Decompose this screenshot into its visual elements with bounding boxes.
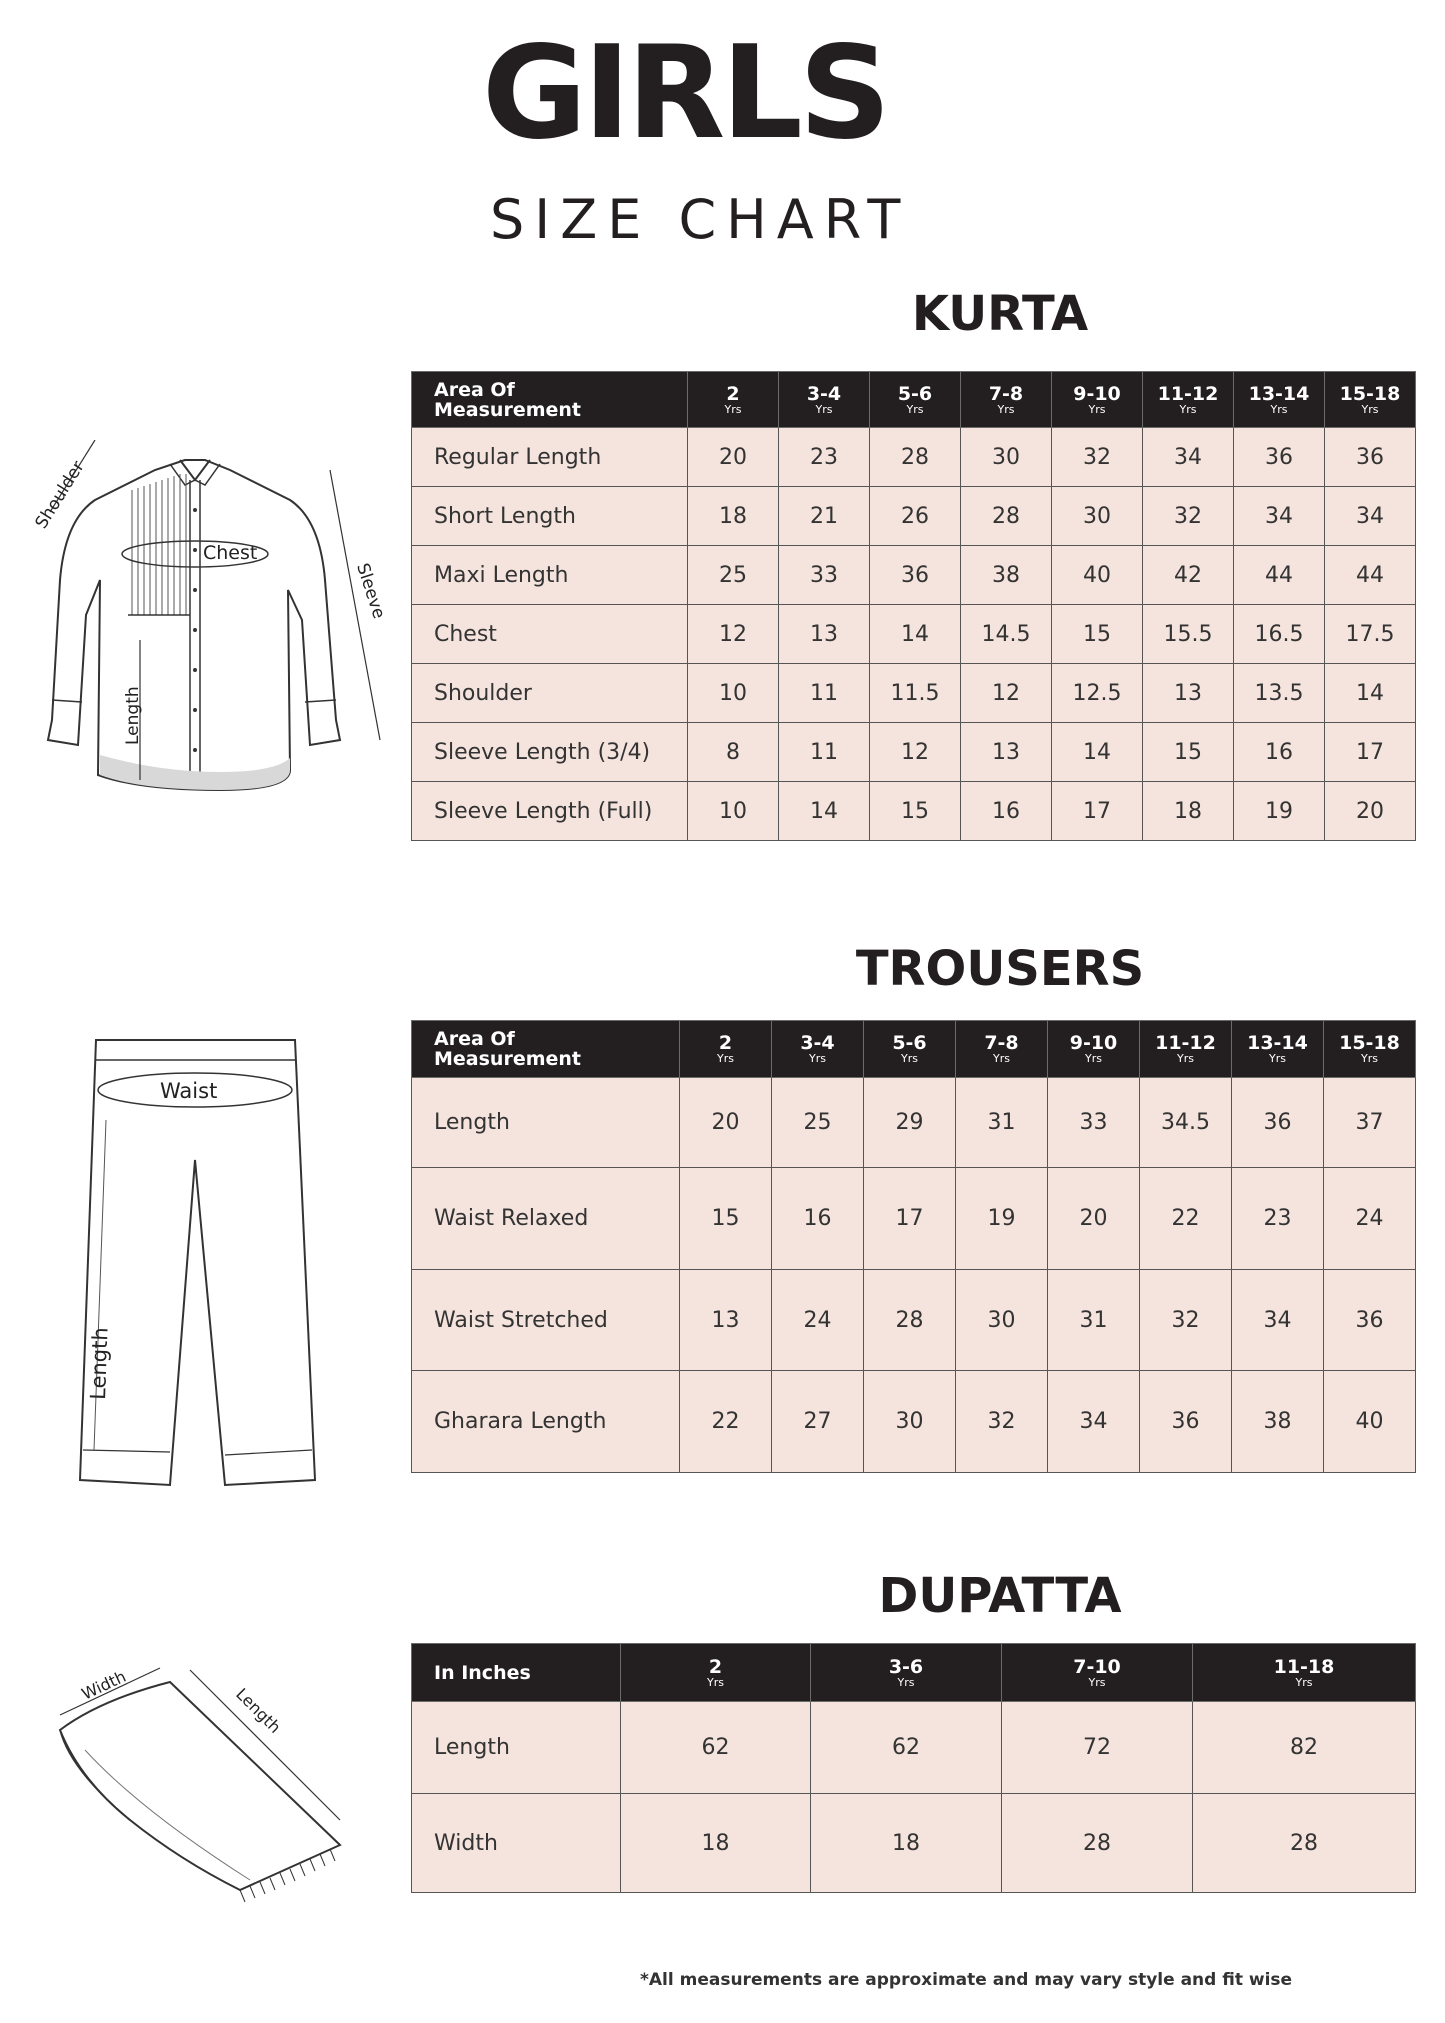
table-cell: 34 <box>1143 428 1234 487</box>
table-cell: 34 <box>1234 487 1325 546</box>
table-cell: 30 <box>864 1371 956 1473</box>
table-cell: 12 <box>688 605 779 664</box>
trousers-illustration <box>60 1030 340 1500</box>
table-cell: 34 <box>1325 487 1416 546</box>
table-cell: 14 <box>870 605 961 664</box>
dupatta-size-header: 11-18 Yrs <box>1193 1644 1416 1702</box>
table-cell: 28 <box>1193 1794 1416 1893</box>
table-cell: 17.5 <box>1325 605 1416 664</box>
table-cell: 33 <box>1048 1078 1140 1168</box>
dupatta-size-header: 2 Yrs <box>621 1644 811 1702</box>
table-cell: 20 <box>1048 1168 1140 1270</box>
table-cell: 36 <box>1234 428 1325 487</box>
table-cell: 28 <box>961 487 1052 546</box>
table-cell: 38 <box>961 546 1052 605</box>
table-cell: 44 <box>1234 546 1325 605</box>
table-cell: 13 <box>1143 664 1234 723</box>
table-cell: 37 <box>1324 1078 1416 1168</box>
table-cell: 32 <box>1052 428 1143 487</box>
table-cell: 36 <box>1325 428 1416 487</box>
row-label: Regular Length <box>412 428 688 487</box>
table-cell: 10 <box>688 664 779 723</box>
table-cell: 72 <box>1002 1702 1193 1794</box>
footnote: *All measurements are approximate and may vary style and fit wise <box>640 1970 1293 1990</box>
table-cell: 32 <box>1143 487 1234 546</box>
table-cell: 14 <box>1325 664 1416 723</box>
trousers-header-row <box>412 1021 1416 1078</box>
table-cell: 36 <box>1232 1078 1324 1168</box>
row-label: Sleeve Length (Full) <box>412 782 688 841</box>
kurta-sleeve-label: Sleeve <box>352 560 389 622</box>
table-row <box>412 487 1416 546</box>
trousers-length-label: Length <box>86 1326 113 1401</box>
table-row <box>412 1794 1416 1893</box>
table-cell: 15 <box>870 782 961 841</box>
kurta-size-header: 13-14 Yrs <box>1234 372 1325 428</box>
table-row <box>412 723 1416 782</box>
trousers-waist-label: Waist <box>160 1079 218 1103</box>
kurta-area-line2: Measurement <box>434 398 581 421</box>
table-cell: 30 <box>1052 487 1143 546</box>
trousers-size-header: 3-4 Yrs <box>772 1021 864 1078</box>
table-row <box>412 1371 1416 1473</box>
table-cell: 12 <box>870 723 961 782</box>
page-title: GIRLS <box>482 19 887 168</box>
table-row <box>412 782 1416 841</box>
page-subtitle: SIZE CHART <box>490 188 911 251</box>
table-cell: 18 <box>1143 782 1234 841</box>
table-row <box>412 1168 1416 1270</box>
kurta-size-header: 11-12 Yrs <box>1143 372 1234 428</box>
row-label: Waist Stretched <box>412 1270 680 1371</box>
kurta-area-header <box>412 372 688 428</box>
kurta-header-row <box>412 372 1416 428</box>
table-cell: 34.5 <box>1140 1078 1232 1168</box>
table-cell: 23 <box>779 428 870 487</box>
table-cell: 32 <box>956 1371 1048 1473</box>
table-cell: 17 <box>1325 723 1416 782</box>
table-cell: 82 <box>1193 1702 1416 1794</box>
row-label: Shoulder <box>412 664 688 723</box>
row-label: Sleeve Length (3/4) <box>412 723 688 782</box>
table-cell: 36 <box>1140 1371 1232 1473</box>
table-cell: 31 <box>956 1078 1048 1168</box>
kurta-size-header: 7-8 Yrs <box>961 372 1052 428</box>
table-cell: 17 <box>864 1168 956 1270</box>
table-cell: 34 <box>1232 1270 1324 1371</box>
table-cell: 62 <box>811 1702 1002 1794</box>
kurta-length-label: Length <box>123 686 143 745</box>
table-cell: 27 <box>772 1371 864 1473</box>
table-row <box>412 1078 1416 1168</box>
table-cell: 19 <box>1234 782 1325 841</box>
table-row <box>412 1702 1416 1794</box>
trousers-size-header: 5-6 Yrs <box>864 1021 956 1078</box>
table-cell: 62 <box>621 1702 811 1794</box>
table-cell: 38 <box>1232 1371 1324 1473</box>
table-cell: 20 <box>680 1078 772 1168</box>
table-cell: 14 <box>1052 723 1143 782</box>
row-label: Length <box>412 1078 680 1168</box>
row-label: Length <box>412 1702 621 1794</box>
table-cell: 11 <box>779 664 870 723</box>
table-cell: 13 <box>779 605 870 664</box>
table-cell: 14 <box>779 782 870 841</box>
trousers-area-header <box>412 1021 680 1078</box>
dupatta-width-label: Width <box>78 1666 129 1704</box>
table-cell: 22 <box>1140 1168 1232 1270</box>
table-cell: 15 <box>1052 605 1143 664</box>
trousers-size-header: 13-14 Yrs <box>1232 1021 1324 1078</box>
trousers-size-header: 7-8 Yrs <box>956 1021 1048 1078</box>
table-cell: 24 <box>772 1270 864 1371</box>
kurta-area-line1: Area Of <box>434 378 515 401</box>
kurta-size-header: 2 Yrs <box>688 372 779 428</box>
table-row <box>412 428 1416 487</box>
table-cell: 19 <box>956 1168 1048 1270</box>
table-cell: 30 <box>956 1270 1048 1371</box>
kurta-size-header: 15-18 Yrs <box>1325 372 1416 428</box>
kurta-chest-label: Chest <box>203 542 258 564</box>
table-cell: 33 <box>779 546 870 605</box>
trousers-size-header: 15-18 Yrs <box>1324 1021 1416 1078</box>
table-cell: 16 <box>772 1168 864 1270</box>
table-cell: 11 <box>779 723 870 782</box>
trousers-size-header: 9-10 Yrs <box>1048 1021 1140 1078</box>
table-row <box>412 664 1416 723</box>
table-cell: 10 <box>688 782 779 841</box>
table-cell: 20 <box>688 428 779 487</box>
table-cell: 32 <box>1140 1270 1232 1371</box>
table-cell: 42 <box>1143 546 1234 605</box>
dupatta-table <box>411 1643 1416 1893</box>
table-cell: 15 <box>680 1168 772 1270</box>
table-cell: 40 <box>1324 1371 1416 1473</box>
table-cell: 18 <box>688 487 779 546</box>
table-cell: 16.5 <box>1234 605 1325 664</box>
table-cell: 18 <box>621 1794 811 1893</box>
table-row <box>412 1270 1416 1371</box>
trousers-table <box>411 1020 1416 1473</box>
row-label: Width <box>412 1794 621 1893</box>
dupatta-length-label: Length <box>232 1684 285 1737</box>
table-cell: 15.5 <box>1143 605 1234 664</box>
table-cell: 13 <box>680 1270 772 1371</box>
table-cell: 30 <box>961 428 1052 487</box>
table-cell: 18 <box>811 1794 1002 1893</box>
trousers-area-line2: Measurement <box>434 1048 581 1070</box>
table-cell: 8 <box>688 723 779 782</box>
table-cell: 12.5 <box>1052 664 1143 723</box>
table-cell: 25 <box>688 546 779 605</box>
row-label: Gharara Length <box>412 1371 680 1473</box>
dupatta-area-header: In Inches <box>412 1644 621 1702</box>
table-row <box>412 546 1416 605</box>
row-label: Chest <box>412 605 688 664</box>
table-cell: 22 <box>680 1371 772 1473</box>
table-cell: 14.5 <box>961 605 1052 664</box>
kurta-size-header: 9-10 Yrs <box>1052 372 1143 428</box>
trousers-size-header: 11-12 Yrs <box>1140 1021 1232 1078</box>
dupatta-header-row <box>412 1644 1416 1702</box>
table-cell: 13.5 <box>1234 664 1325 723</box>
table-cell: 28 <box>870 428 961 487</box>
table-cell: 20 <box>1325 782 1416 841</box>
table-row <box>412 605 1416 664</box>
table-cell: 12 <box>961 664 1052 723</box>
table-cell: 23 <box>1232 1168 1324 1270</box>
table-cell: 28 <box>864 1270 956 1371</box>
table-cell: 28 <box>1002 1794 1193 1893</box>
kurta-shoulder-label: Shoulder <box>31 457 89 533</box>
table-cell: 26 <box>870 487 961 546</box>
table-cell: 40 <box>1052 546 1143 605</box>
trousers-size-header: 2 Yrs <box>680 1021 772 1078</box>
dupatta-size-header: 7-10 Yrs <box>1002 1644 1193 1702</box>
table-cell: 21 <box>779 487 870 546</box>
trousers-title: TROUSERS <box>855 941 1145 997</box>
trousers-area-line1: Area Of <box>434 1028 515 1050</box>
table-cell: 24 <box>1324 1168 1416 1270</box>
table-cell: 15 <box>1143 723 1234 782</box>
row-label: Waist Relaxed <box>412 1168 680 1270</box>
row-label: Short Length <box>412 487 688 546</box>
table-cell: 36 <box>1324 1270 1416 1371</box>
table-cell: 11.5 <box>870 664 961 723</box>
table-cell: 16 <box>1234 723 1325 782</box>
table-cell: 31 <box>1048 1270 1140 1371</box>
kurta-size-header: 5-6 Yrs <box>870 372 961 428</box>
kurta-size-header: 3-4 Yrs <box>779 372 870 428</box>
table-cell: 36 <box>870 546 961 605</box>
dupatta-title: DUPATTA <box>878 1568 1122 1624</box>
table-cell: 34 <box>1048 1371 1140 1473</box>
kurta-illustration <box>20 440 400 800</box>
table-cell: 16 <box>961 782 1052 841</box>
table-cell: 17 <box>1052 782 1143 841</box>
kurta-title: KURTA <box>911 286 1089 342</box>
table-cell: 44 <box>1325 546 1416 605</box>
dupatta-size-header: 3-6 Yrs <box>811 1644 1002 1702</box>
dupatta-illustration <box>40 1640 360 1920</box>
row-label: Maxi Length <box>412 546 688 605</box>
kurta-table <box>411 371 1416 841</box>
table-cell: 29 <box>864 1078 956 1168</box>
table-cell: 25 <box>772 1078 864 1168</box>
table-cell: 13 <box>961 723 1052 782</box>
